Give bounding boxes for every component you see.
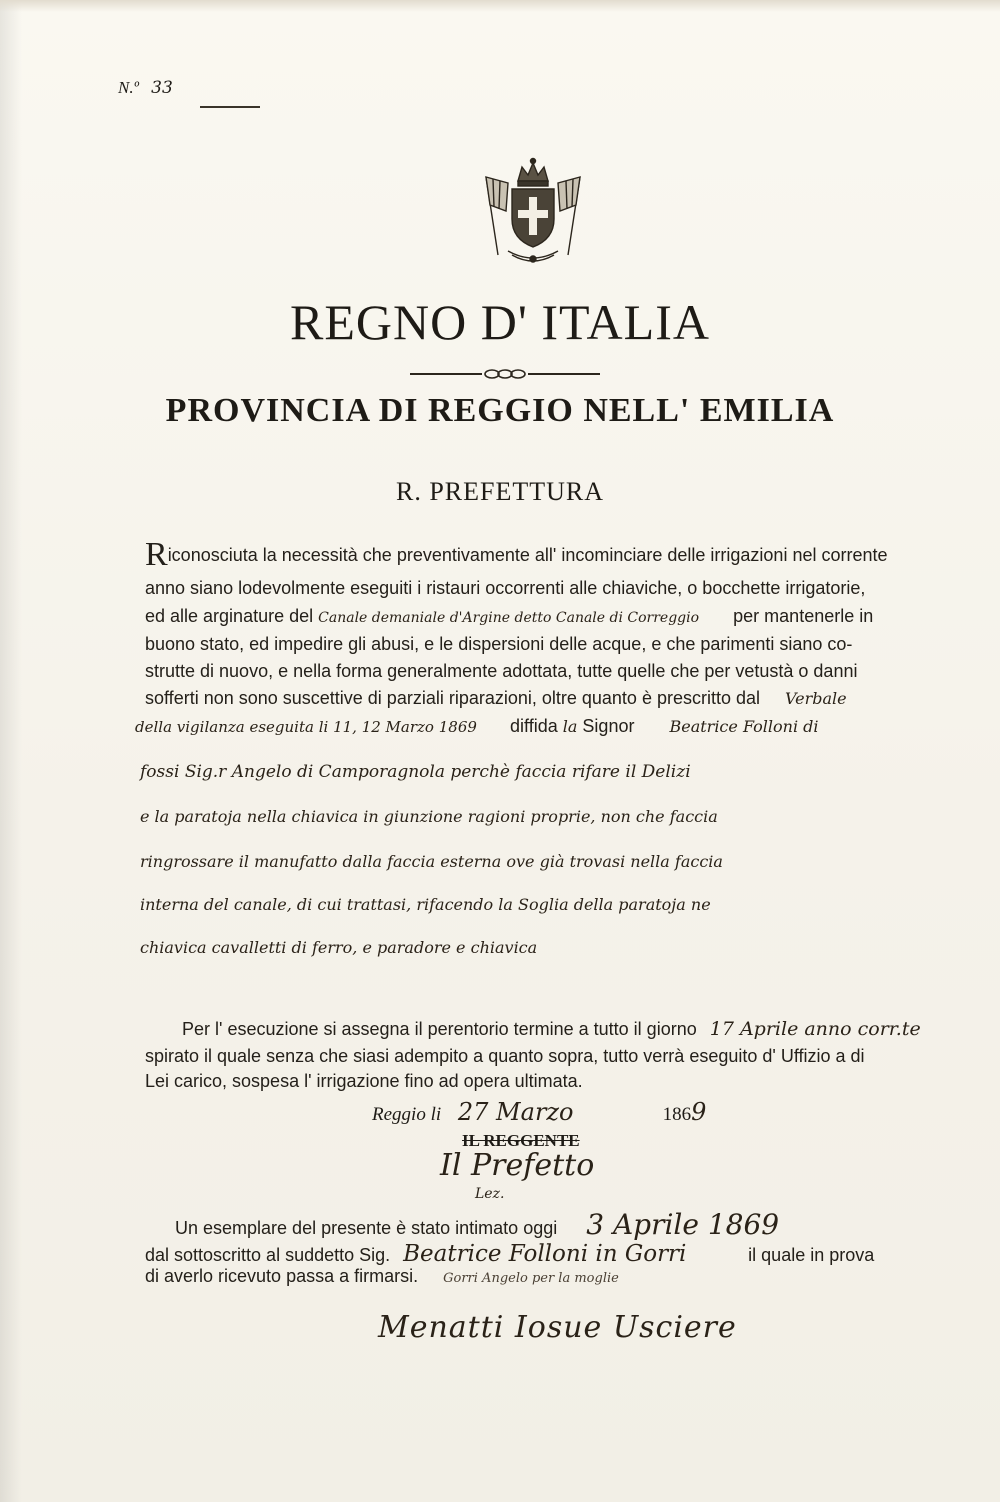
body-line-2: anno siano lodevolmente eseguiti i ristauri occorrenti alle chiaviche, o bocchette irrigatorie, (145, 578, 866, 598)
handwritten-receipt-note: Gorri Angelo per la moglie (443, 1271, 619, 1286)
usher-signature: Menatti Iosue Usciere (378, 1310, 737, 1345)
body-text: di averlo ricevuto passa a firmarsi. (145, 1266, 419, 1286)
handwritten-line-5: chiavica cavalletti di ferro, e paradore e chiavica (140, 938, 538, 957)
body-line-3 (145, 606, 935, 630)
date-place: Reggio li (372, 1104, 442, 1125)
handwritten-notice-date: 3 Aprile 1869 (586, 1208, 780, 1241)
number-value: 33 (151, 78, 173, 98)
body-text: sofferti non sono suscettive di parziali riparazioni, oltre quanto è prescritto dal (145, 688, 760, 708)
body-text: per mantenerle in (733, 606, 874, 626)
number-label: N.º (118, 78, 139, 97)
body-line-1 (145, 536, 935, 573)
handwritten-canal-name: Canale demaniale d'Argine detto Canale di Correggio (318, 610, 700, 626)
body-line-5: strutte di nuovo, e nella forma generalmente adottata, tutte quelle che per vetustà o danni (145, 661, 858, 681)
handwritten-prefetto: Il Prefetto (440, 1148, 595, 1183)
paper-top-edge (0, 0, 1000, 12)
handwritten-line-4: interna del canale, di cui trattasi, rifacendo la Soglia della paratoja ne (140, 895, 711, 914)
title-ornament (410, 368, 600, 380)
body-line-7 (135, 716, 925, 740)
handwritten-recipient-name: Beatrice Folloni in Gorri (403, 1241, 687, 1267)
date-line (372, 1098, 706, 1126)
body-text: ed alle arginature del (145, 606, 314, 626)
handwritten-verbale: Verbale (785, 689, 847, 708)
notice-line-3 (145, 1266, 935, 1290)
notice-line-2 (145, 1241, 935, 1265)
body-text: Signor (582, 716, 635, 736)
handwritten-line-3: ringrossare il manufatto dalla faccia esterna ove già trovasi nella faccia (140, 852, 723, 871)
date-year-print: 186 (662, 1104, 692, 1125)
body-text: Per l' esecuzione si assegna il perentorio termine a tutto il giorno (182, 1019, 697, 1039)
document-subtitle: PROVINCIA DI REGGIO NELL' EMILIA (165, 392, 835, 429)
body-text: dal sottoscritto al suddetto Sig. (145, 1245, 391, 1265)
body-text: diffida (510, 716, 558, 736)
term-line-1 (182, 1018, 972, 1042)
coat-of-arms-icon (478, 155, 588, 267)
document-title: REGNO D' ITALIA (290, 294, 710, 350)
issuing-office: R. PREFETTURA (395, 477, 605, 506)
handwritten-line-2: e la paratoja nella chiavica in giunzione ragioni proprie, non che faccia (140, 807, 718, 826)
paper-shadow (0, 0, 22, 1502)
handwritten-deadline: 17 Aprile anno corr.te (709, 1018, 921, 1040)
document-number (118, 78, 173, 98)
term-line-3: Lei carico, sospesa l' irrigazione fino ad opera ultimata. (145, 1071, 583, 1091)
drop-cap: R (145, 536, 168, 573)
handwritten-date: 27 Marzo (457, 1098, 574, 1126)
body-text: Un esemplare del presente è stato intimato oggi (175, 1218, 558, 1238)
handwritten-line-1: fossi Sig.r Angelo di Camporagnola perchè faccia rifare il Delizi (140, 762, 691, 782)
handwritten-article: la (562, 717, 578, 736)
body-line-6 (145, 688, 935, 712)
number-underline (200, 106, 260, 108)
term-line-2: spirato il quale senza che siasi adempito a quanto sopra, tutto verrà eseguito d' Uffizio a di (145, 1046, 865, 1066)
handwritten-vigilanza: della vigilanza eseguita li 11, 12 Marzo 1869 (135, 718, 477, 736)
body-line-4: buono stato, ed impedire gli abusi, e le dispersioni delle acque, e che parimenti siano co- (145, 634, 853, 654)
handwritten-recipient: Beatrice Folloni di (669, 717, 819, 736)
handwritten-sign-abbr: Lez. (475, 1186, 505, 1202)
notice-line-1 (175, 1208, 965, 1241)
date-year-hand: 9 (691, 1098, 707, 1126)
body-text: il quale in prova (748, 1245, 875, 1265)
body-text: iconosciuta la necessità che preventivamente all' incominciare delle irrigazioni nel corrente (167, 545, 888, 565)
struck-title: IL REGGENTE (462, 1131, 580, 1150)
